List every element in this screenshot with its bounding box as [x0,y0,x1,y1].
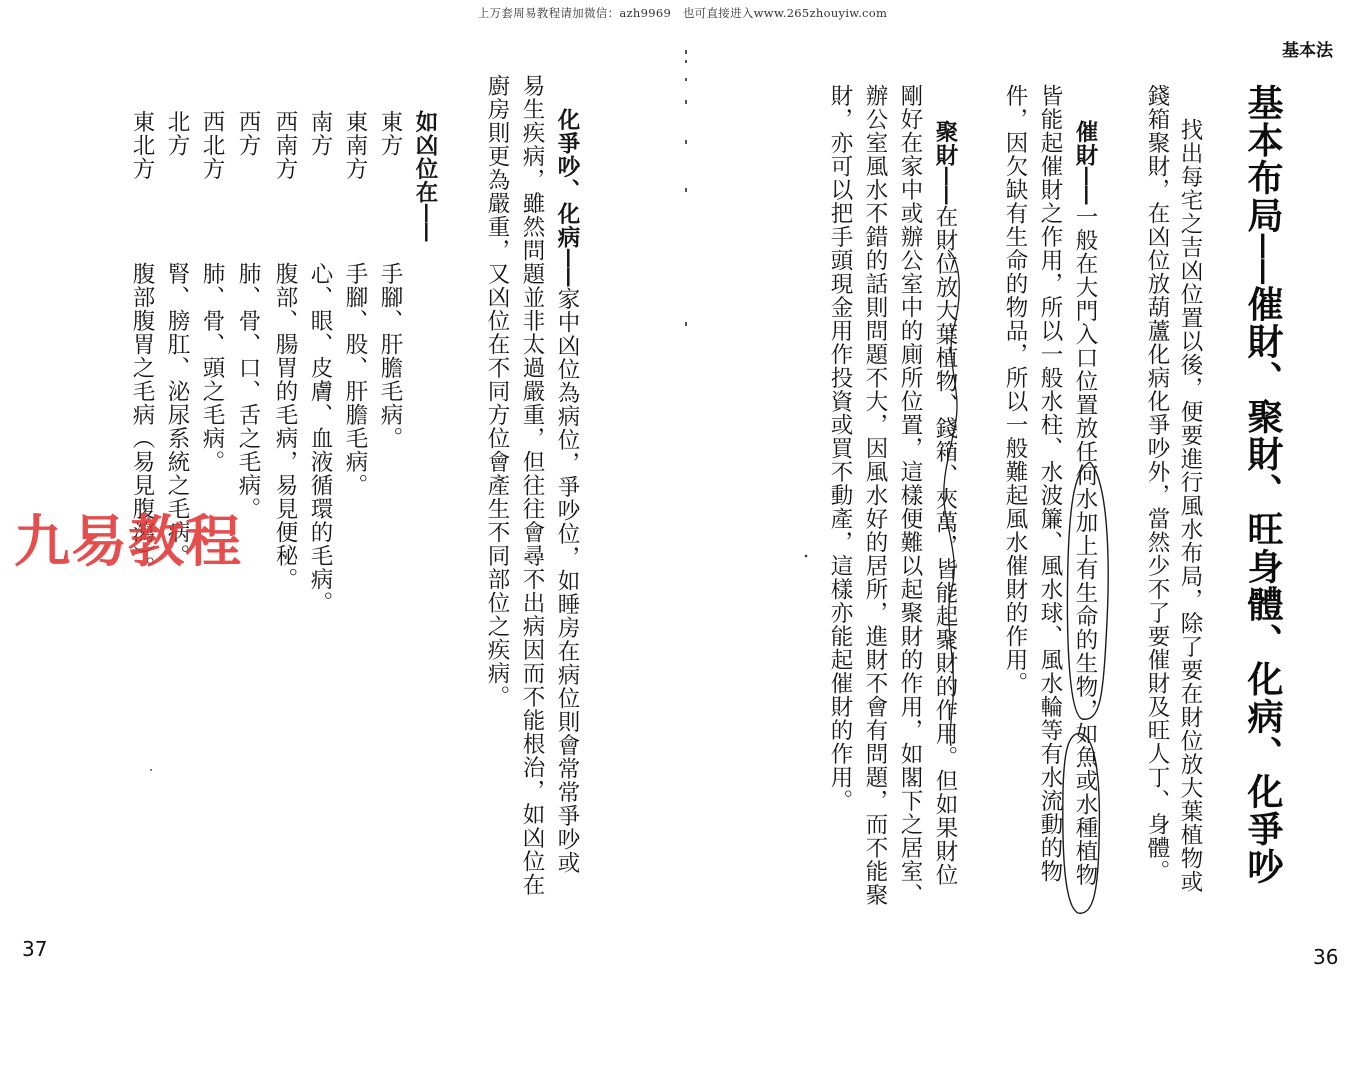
jucai-line-1 [928,120,963,887]
chapter-title-dash: ── [1239,234,1285,286]
cuicai-line-1 [1068,120,1103,887]
direction-northeast: 東北方 [129,110,155,181]
chapter-title-sub: 催財、聚財、旺身體、化病、化爭吵 [1242,285,1283,886]
direction-north: 北方 [164,110,190,157]
huabing-label: 化爭吵、化病 [554,108,580,249]
section-tag: 基本法 [1282,41,1333,61]
huabing-line-3: 廚房則更為嚴重，又凶位在不同方位會產生不同部位之疾病。 [484,74,510,709]
jucai-text-1: 在財位放大葉植物、錢箱、夾萬，皆能起聚財的作用。但如果財位 [932,205,958,887]
ink-speck [150,769,152,771]
gutter-marks [685,50,687,326]
ailment-east: 手腳、肝膽毛病。 [377,262,403,450]
ailment-southeast: 手腳、股、肝膽毛病。 [342,262,368,497]
huabing-text-1: 家中凶位為病位，爭吵位，如睡房在病位則會常常爭吵或 [554,287,580,875]
direction-east: 東方 [377,110,403,157]
watermark: 九易教程 [14,510,242,575]
ailment-northwest: 肺、骨、頭之毛病。 [199,262,225,474]
cuicai-dash: ── [1068,167,1103,206]
list-heading-label: 如凶位在 [412,110,438,204]
cuicai-line-2: 皆能起催財之作用，所以一般水柱、水波簾、風水球、風水輪等有水流動的物 [1037,84,1063,883]
intro-line-1: 找出每宅之吉凶位置以後，便要進行風水布局，除了要在財位放大葉植物或 [1177,118,1203,894]
page-number-right: 36 [1313,945,1339,969]
jucai-line-3: 辦公室風水不錯的話則問題不大，因風水好的居所，進財不會有問題，而不能聚 [862,84,888,907]
cuicai-label: 催財 [1072,120,1098,167]
ailment-south: 心、眼、皮膚、血液循環的毛病。 [307,262,333,615]
huabing-line-1 [550,108,585,875]
ailment-north: 腎、膀肛、泌尿系統之毛病。 [164,262,190,568]
top-banner: 上万套周易教程请加微信：azh9969 也可直接进入www.265zhouyiw.com [477,6,888,20]
cuicai-line-3: 件，因欠缺有生命的物品，所以一般難起風水催財的作用。 [1002,84,1028,695]
direction-northwest: 西北方 [199,110,225,181]
chapter-title [1240,84,1284,885]
list-heading-dash: ── [408,204,443,243]
direction-west: 西方 [235,110,261,157]
jucai-dash: ── [928,167,963,206]
jucai-line-2: 剛好在家中或辦公室中的廁所位置，這樣便難以起聚財的作用，如閣下之居室、 [897,84,923,907]
jucai-line-4: 財，亦可以把手頭現金用作投資或買不動產，這樣亦能起催財的作用。 [827,84,853,813]
ailment-west: 肺、骨、口、舌之毛病。 [235,262,261,521]
ink-speck [805,555,808,558]
cuicai-text-1: 一般在大門入口位置放任何水加上有生命的生物，如魚或水種植物 [1072,205,1098,887]
intro-line-2: 錢箱聚財，在凶位放葫蘆化病化爭吵外，當然少不了要催財及旺人丁、身體。 [1144,84,1170,883]
huabing-dash: ── [550,249,585,288]
chapter-title-main: 基本布局 [1242,84,1283,234]
huabing-line-2: 易生疾病，雖然問題並非太過嚴重，但往往會尋不出病因而不能根治，如凶位在 [519,74,545,897]
ailment-northeast: 腹部腹胃之毛病（易見腹瀉）。 [129,262,155,580]
direction-southeast: 東南方 [342,110,368,181]
ailment-southwest: 腹部、腸胃的毛病，易見便秘。 [272,262,298,591]
list-heading [408,110,443,243]
direction-southwest: 西南方 [272,110,298,181]
page-number-left: 37 [22,937,48,961]
jucai-label: 聚財 [932,120,958,167]
direction-south: 南方 [307,110,333,157]
